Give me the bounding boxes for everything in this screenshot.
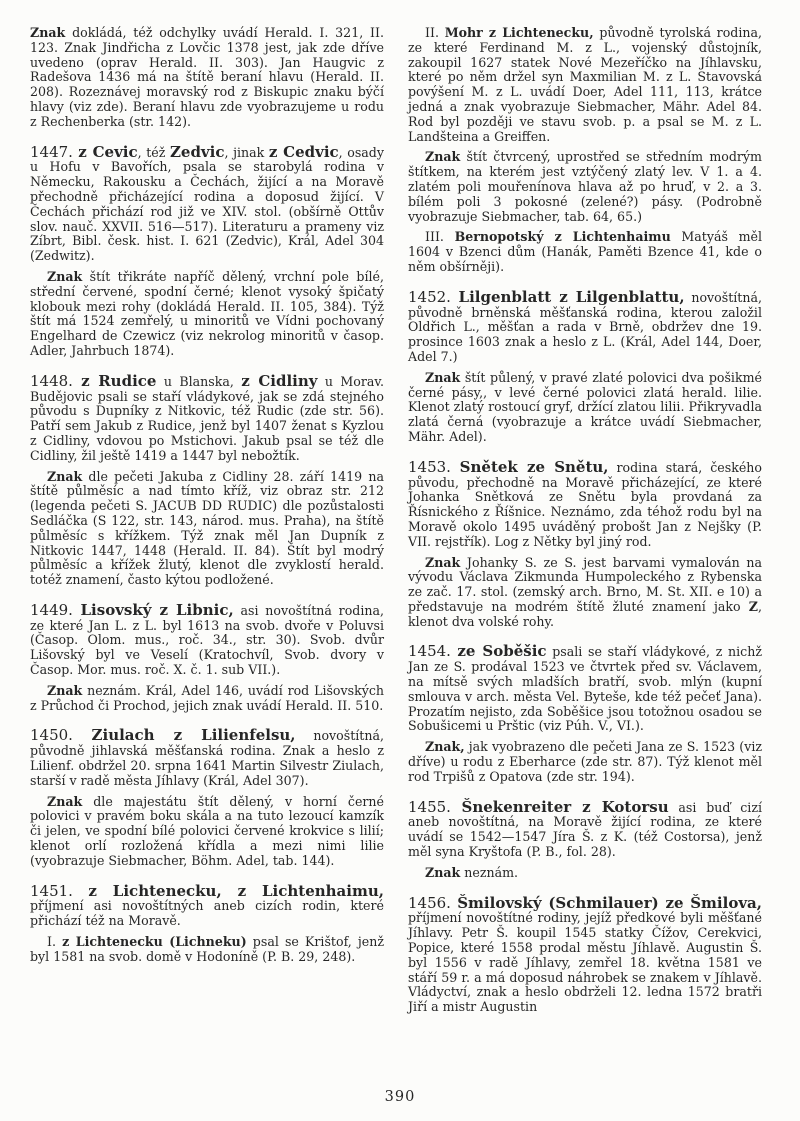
entry-1453-znak-seg-0: Znak [425,554,461,570]
entry-1448-seg-2: u Blanska, [156,373,242,389]
entry-1453-seg-2: rodina stará, českého původu, přechodně na Moravě přicházející, ze které Johanka Snětková ze Snětu byla provdaná za Řísnického z Říšnice. Neznámo, zda téhož rodu byl na Moravě okolo 1495 uváděný probošt Jan z Nejšky (P. VII. rejstřík). Log z Nětky byl jiný rod. [408,459,762,549]
entry-1456-seg-1: Šmilovský (Schmilauer) ze Šmilova, [457,893,762,912]
entry-1450 [30,728,384,788]
entry-1452-seg-1: Lilgenblatt z Lilgenblattu, [458,287,685,306]
entry-1451-seg-1: z Lichtenecku, z Lichtenhaimu, [88,881,384,900]
entry-1452-seg-2: novoštítná, původně brněnská měšťanská rodina, kterou založil Oldřich L., měšťan a rada v Brně, obdržev dne 19. prosince 1603 znak a heslo z L. (Král, Adel 144, Doer, Adel 7.) [408,289,762,364]
entry-1451-roman-i [30,935,384,965]
entry-1447-znak [30,270,384,359]
entry-1454-znak [408,740,762,784]
page-number: 390 [384,1089,416,1105]
entry-1448-seg-4: u Morav. Budějovic psali se staří vládykové, jak se zdá stejného původu s Dupníky z Nitkovic, též Rudic (zde str. 56). Patří sem Jakub z Rudice, jenž byl 1407 ženat s Kyzlou z Cidliny, vdovou po Mstichovi. Jakub psal se též dle Cidliny, žil ještě 1419 a 1447 byl nebožtík. [30,373,384,463]
entry-1453-seg-1: Snětek ze Snětu, [459,457,609,476]
entry-1453-seg-0: 1453. [408,457,460,476]
entry-1447-seg-0: 1447. [30,142,79,161]
entry-1454-znak-seg-1: jak vyobrazeno dle pečeti Jana ze S. 1523 (viz dříve) u rodu z Eberharce (zde str. 87). Týž klenot měl rod Trpišů z Opatova (zde str. 194). [408,739,762,784]
entry-1456-seg-2: příjmení novoštítné rodiny, jejíž předkové byli měšťané Jíhlavy. Petr Š. koupil 1545 statky Čížov, Cerekvici, Popice, které 1558 prodal městu Jíhlavě. Augustin Š. byl 1556 v radě Jíhlavy, zemřel 18. května 1581 ve stáří 59 r. a má doposud náhrobek se znakem v Jíhlavě. Vládyctví, znak a heslo obdrželi 12. ledna 1572 bratři Jiří a mistr Augustin [408,910,762,1015]
entry-1449-znak [30,684,384,714]
entry-1449-znak-seg-1: neznám. Král, Adel 146, uvádí rod Lišovských z Průchod či Prochod, jejich znak uvádí Herald. II. 510. [30,682,384,713]
entry-1449-seg-2: asi novoštítná rodina, ze které Jan L. z L. byl 1613 na svob. dvoře v Poluvsi (Časop. Olom. mus., roč. 34., str. 30). Svob. dvůr Lišovský byl ve Veselí (Kratochvíl, Svob. dvory v Časop. Mor. mus. roč. X. č. 1. sub VII.). [30,602,384,678]
entry-1452-znak [408,371,762,445]
entry-1456-seg-0: 1456. [408,893,458,912]
entry-1448-seg-3: z Cidliny [241,371,318,390]
entry-1447-seg-5: z Cedvic [268,142,339,161]
entry-1451 [30,881,384,929]
entry-1451-mohr-znak-seg-0: Znak [425,149,461,165]
entry-1447-znak-seg-0: Znak [47,268,83,284]
entry-1451-roman-ii-seg-0: II. [425,25,445,40]
entry-1455-znak-seg-1: neznám. [460,864,519,880]
entry-1447-seg-4: , jinak [224,144,269,160]
paragraph-continuation-znak-doklada-seg-1: dokládá, též odchylky uvádí Herald. I. 321, II. 123. Znak Jindřicha z Lovčic 1378 jest, jak zde dříve uvedeno (oprav Herald. II. 303). Jan Haugvic z Radešova 1436 má na štítě beraní hlavu (Herald. II. 208). Rozeznávej moravský rod z Biskupic znaku býčí hlavy (viz zde). Beraní hlavu zde vyobrazujeme u rodu z Rechenberka (str. 142). [30,25,384,129]
entry-1447-seg-6: , osady u Hofu v Bavořích, psala se starobylá rodina v Německu, Rakousku a Čechách, žijící a na Moravě přechodně přicházející rodina a doposud žijící. V Čechách přichází rod již ve XIV. stol. (obšírně Ottův slov. nauč. XXVII. 516—517). Literaturu a prameny viz Zíbrt, Bibl. česk. hist. I. 621 (Zedvic), Král, Adel 304 (Zedwitz). [30,144,384,264]
entry-1449-znak-seg-0: Znak [47,682,83,698]
entry-1447-seg-3: Zedvic [169,142,225,161]
entry-1451-roman-ii-seg-2: původně tyrolská rodina, ze které Ferdinand M. z L., vojenský důstojník, zakoupil 1627 statek Nové Mezeříčko na Jíhlavsku, které po něm držel syn Maxmilian M. z L. Stavovská povýšení M. z L. uvádí Doer, Adel 111, 113, krátce jedná a znak vyobrazuje Siebmacher, Mähr. Adel 84. Rod byl později ve stavu svob. p. a psal se M. z L. Landšteina a Greiffen. [408,25,762,144]
entry-1455-znak [408,866,762,881]
entry-1454-seg-0: 1454. [408,642,458,661]
entry-1450-seg-1: Ziulach z Lilienfelsu, [91,726,296,745]
entry-1448-znak-seg-0: Znak [47,468,83,484]
entry-1449-seg-0: 1449. [30,600,81,619]
left-column [30,26,384,1040]
entry-1456 [408,893,762,1015]
entry-1450-znak-seg-0: Znak [47,793,83,809]
entry-1452-znak-seg-1: štít půlený, v pravé zlaté polovici dva pošikmé černé pásy,, v levé černé polovici zlatá herald. lilie. Klenot zlatý rostoucí gryf, držící zlatou lilii. Přikryvadla zlatá černá (vyobrazuje a krátce uvádí Siebmacher, Mähr. Adel). [408,369,762,444]
entry-1454-seg-1: ze Soběšic [457,642,547,661]
entry-1450-znak [30,795,384,869]
entry-1454-znak-seg-0: Znak, [425,739,465,755]
entry-1448 [30,371,384,464]
entry-1449-seg-1: Lisovský z Libnic, [80,600,234,619]
entry-1452-seg-0: 1452. [408,287,459,306]
entry-1451-roman-i-seg-2: psal se Krištof, jenž byl 1581 na svob. domě v Hodoníně (P. B. 29, 248). [30,934,384,964]
entry-1453-znak-seg-2: Z [748,598,758,614]
entry-1447-znak-seg-1: štít třikráte napříč dělený, vrchní pole bílé, střední červené, spodní černé; klenot vysoký špičatý klobouk mezi rohy (dokládá Herald. II. 105, 384). Týž štít má 1524 zemřelý, u minoritů ve Vídni pochovaný Engelhard de Czewicz (viz nekrolog minoritů v časop. Adler, Jahrbuch 1874). [30,268,384,358]
entry-1448-znak-seg-1: dle pečeti Jakuba z Cidliny 28. září 1419 na štítě půlměsíc a nad tímto kříž, viz obraz str. 212 (legenda pečeti S. JACUB DD RUDIC) dle pozůstalosti Sedláčka (S 122, str. 143, národ. mus. Praha), na štítě půlměsíc s křížkem. Týž znak měl Jan Dupník z Nitkovic 1447, 1448 (Herald. II. 84). Štít byl modrý půlměsíc a křížek žlutý, klenot dle zvyklostí herald. totéž znamení, často kýtou podložené. [30,468,384,588]
paragraph-continuation-znak-doklada-seg-0: Znak [30,25,66,40]
entry-1451-seg-2: příjmení asi novoštítných aneb cizích rodin, které přichází též na Moravě. [30,898,384,929]
entry-1451-roman-ii-seg-1: Mohr z Lichtenecku, [444,25,594,40]
entry-1452-znak-seg-0: Znak [425,369,461,385]
entry-1449 [30,600,384,678]
entry-1451-seg-0: 1451. [30,881,89,900]
entry-1450-znak-seg-1: dle majestátu štít dělený, v horní černé polovici v pravém boku skála a na tuto lezoucí kamzík či jelen, ve spodní bílé polovici červené krokvice s lilií; klenot orlí rozložená křídla a mezi nimi lilie (vyobrazuje Siebmacher, Böhm. Adel, tab. 144). [30,793,384,868]
entry-1451-roman-i-seg-0: I. [47,934,63,950]
entry-1454-seg-2: psali se staří vládykové, z nichž Jan ze S. prodával 1523 ve čtvrtek před sv. Václavem, na mítsě svých mladších bratří, svob. mlýn (kupní smlouva v arch. města Vel. Byteše, kde též pečeť Jana). Prozatím nejisto, zda Soběšice jsou totožnou osadou se Sobušicemi u Prštic (viz Púh. V., VI.). [408,644,762,734]
entry-1454 [408,644,762,734]
entry-1455-znak-seg-0: Znak [425,864,461,880]
right-column [408,26,762,1040]
entry-1447 [30,142,384,264]
entry-1448-seg-1: z Rudice [81,371,157,390]
entry-1453-znak-seg-3: , klenot dva volské rohy. [408,598,762,629]
paragraph-continuation-znak-doklada [30,26,384,130]
entry-1455-seg-2: asi buď cizí aneb novoštítná, na Moravě žijící rodina, ze které uvádí se 1542—1547 Jíra Š. z K. (též Costorsa), jenž měl syna Kryštofa (P. B., fol. 28). [408,799,762,860]
entry-1451-mohr-znak [408,150,762,224]
entry-1451-roman-iii-seg-2: Matyáš měl 1604 v Bzenci dům (Hanák, Paměti Bzence 41, kde o něm obšírněji). [408,229,762,274]
entry-1455-seg-0: 1455. [408,797,462,816]
entry-1451-roman-iii-seg-0: III. [425,229,455,245]
entry-1452 [408,287,762,365]
entry-1453 [408,457,762,550]
entry-1451-roman-iii-seg-1: Bernopotský z Lichtenhaimu [454,229,671,245]
entry-1447-seg-1: z Cevic [78,142,138,161]
entry-1448-znak [30,470,384,588]
entry-1451-roman-ii [408,26,762,144]
entry-1448-seg-0: 1448. [30,371,82,390]
entry-1453-znak [408,556,762,630]
entry-1453-znak-seg-1: Johanky S. ze S. jest barvami vymalován na vývodu Václava Zikmunda Humpoleckého z Rybenska ze zač. 17. stol. (zemský arch. Brno, M. St. XII. e 10) a představuje na modrém štítě žluté znamení jako [408,554,762,614]
entry-1451-mohr-znak-seg-1: štít čtvrcený, uprostřed se středním modrým štítkem, na kterém jest vztýčený zlatý lev. V 1. a 4. zlatém poli mouřenínova hlava až po hruď, v 2. a 3. bílém poli 3 pokosné (zelené?) pásy. (Podrobně vyobrazuje Siebmacher, tab. 64, 65.) [408,149,762,224]
entry-1450-seg-0: 1450. [30,726,92,745]
entry-1455-seg-1: Šnekenreiter z Kotorsu [461,797,669,816]
entry-1450-seg-2: novoštítná, původně jihlavská měšťanská rodina. Znak a heslo z Lilienf. obdržel 20. srpna 1641 Martin Silvestr Ziulach, starší v radě města Jíhlavy (Král, Adel 307). [30,728,384,788]
entry-1451-roman-i-seg-1: z Lichtenecku (Lichneku) [62,934,247,950]
entry-1455 [408,797,762,860]
entry-1447-seg-2: , též [137,144,170,160]
entry-1451-roman-iii [408,230,762,274]
